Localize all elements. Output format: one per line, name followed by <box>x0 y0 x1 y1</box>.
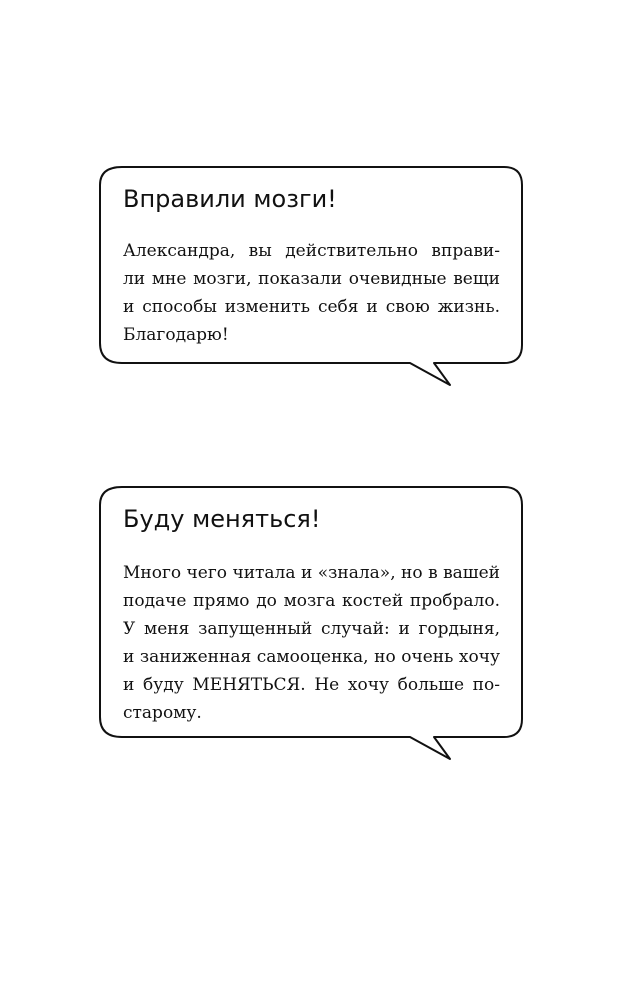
review-text-line: старому. <box>123 703 202 723</box>
review-text-line: Александра, вы действительно вправи- <box>123 241 500 261</box>
review-bubble <box>0 485 644 765</box>
review-title: Буду меняться! <box>123 505 321 533</box>
review-text-line: подаче прямо до мозга костей пробрало. <box>123 591 500 611</box>
review-text-line: У меня запущенный случай: и гордыня, <box>123 619 500 639</box>
review-text-line: и буду МЕНЯТЬСЯ. Не хочу больше по- <box>123 675 500 695</box>
review-text-line: и заниженная самооценка, но очень хочу <box>123 647 500 667</box>
review-text-line: и способы изменить себя и свою жизнь. <box>123 297 500 317</box>
review-text-line: Много чего читала и «знала», но в вашей <box>123 563 500 583</box>
review-title: Вправили мозги! <box>123 185 337 213</box>
review-bubble <box>0 165 644 405</box>
review-text-line: ли мне мозги, показали очевидные вещи <box>123 269 500 289</box>
review-text-line: Благодарю! <box>123 325 229 345</box>
